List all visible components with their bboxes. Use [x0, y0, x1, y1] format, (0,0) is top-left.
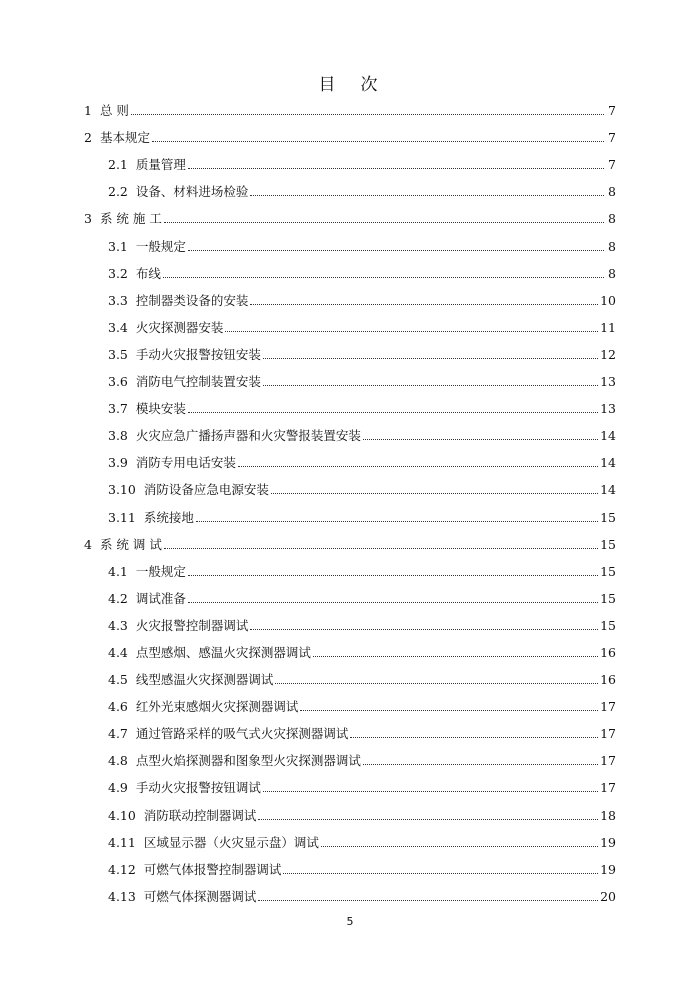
toc-entry-title: 消防联动控制器调试 [143, 807, 257, 823]
dot-leader [188, 168, 604, 169]
toc-entry-title: 区域显示器（火灾显示盘）调试 [143, 834, 319, 850]
toc-entry-number: 3.2 [108, 265, 128, 281]
toc-entry-title: 调试准备 [135, 590, 186, 606]
toc-entry-label [108, 645, 311, 661]
toc-entry-label [108, 753, 361, 769]
toc-entry-title: 基本规定 [99, 130, 150, 146]
toc-entry-page: 14 [600, 428, 616, 444]
toc-entry[interactable] [84, 392, 616, 419]
toc-entry-label [108, 672, 273, 688]
toc-entry-page: 13 [600, 374, 616, 390]
toc-entry-number: 4.8 [108, 753, 128, 769]
toc-entry-number: 4 [84, 536, 92, 552]
toc-entry-label [108, 266, 161, 282]
toc-entry-title: 消防专用电话安装 [135, 455, 236, 471]
toc-entry[interactable] [84, 202, 616, 229]
toc-entry-page: 7 [608, 157, 616, 173]
toc-entry-title: 系统接地 [143, 509, 194, 525]
toc-entry[interactable] [84, 880, 616, 907]
toc-entry-title: 一般规定 [135, 238, 186, 254]
toc-entry-title: 火灾探测器安装 [135, 319, 224, 335]
toc-entry-label [108, 889, 256, 905]
toc-entry-title: 一般规定 [135, 563, 186, 579]
toc-entry-page: 8 [608, 211, 616, 227]
toc-entry-title: 质量管理 [135, 157, 186, 173]
toc-entry-page: 19 [600, 834, 616, 850]
toc-entry-number: 2 [84, 130, 92, 146]
toc-entry[interactable] [84, 771, 616, 798]
dot-leader [164, 222, 604, 223]
toc-entry-label [108, 347, 261, 363]
toc-entry-number: 4.2 [108, 590, 128, 606]
toc-entry-number: 1 [84, 103, 92, 119]
toc-entry[interactable] [84, 500, 616, 527]
dot-leader [258, 819, 598, 820]
toc-entry-label [108, 780, 261, 796]
toc-entry-number: 4.6 [108, 699, 128, 715]
toc-entry-page: 17 [600, 726, 616, 742]
toc-entry-title: 系 统 施 工 [99, 211, 162, 227]
toc-entry-label [108, 618, 248, 634]
toc-entry-title: 火灾报警控制器调试 [135, 617, 249, 633]
toc-entry-title: 线型感温火灾探测器调试 [135, 672, 274, 688]
toc-entry-number: 4.7 [108, 726, 128, 742]
toc-entry[interactable] [84, 338, 616, 365]
toc-entry-title: 模块安装 [135, 401, 186, 417]
toc-entry-page: 7 [608, 130, 616, 146]
toc-entry-label [84, 537, 162, 553]
toc-entry-number: 3.6 [108, 374, 128, 390]
toc-entry-title: 设备、材料进场检验 [135, 184, 249, 200]
toc-entry-title: 火灾应急广播扬声器和火灾警报装置安装 [135, 428, 361, 444]
toc-entry-label [108, 591, 186, 607]
toc-entry[interactable] [84, 528, 616, 555]
toc-entry-title: 手动火灾报警按钮安装 [135, 346, 261, 362]
dot-leader [152, 141, 604, 142]
dot-leader [300, 710, 598, 711]
dot-leader [131, 114, 604, 115]
toc-entry-title: 手动火灾报警按钮调试 [135, 780, 261, 796]
dot-leader [188, 602, 598, 603]
toc-entry-number: 3.8 [108, 428, 128, 444]
toc-entry-page: 18 [600, 807, 616, 823]
toc-entry-number: 4.1 [108, 563, 128, 579]
toc-entry-number: 3.9 [108, 455, 128, 471]
toc-entry-page: 15 [600, 536, 616, 552]
toc-entry-page: 14 [600, 455, 616, 471]
toc-entry-page: 20 [600, 888, 616, 904]
toc-entry-number: 4.9 [108, 780, 128, 796]
toc-entry-title: 点型火焰探测器和图象型火灾探测器调试 [135, 753, 361, 769]
toc-entry-page: 19 [600, 861, 616, 877]
toc-entry-page: 8 [608, 265, 616, 281]
toc-entry-label [108, 184, 248, 200]
toc-entry-page: 15 [600, 590, 616, 606]
toc-entry[interactable] [84, 175, 616, 202]
toc-entry-number: 3.10 [108, 482, 136, 498]
toc-entry-number: 4.10 [108, 807, 136, 823]
toc-entry[interactable] [84, 798, 616, 825]
toc-entry-label [108, 293, 248, 309]
toc-entry-page: 8 [608, 184, 616, 200]
toc-entry[interactable] [84, 826, 616, 853]
toc-entry-page: 16 [600, 672, 616, 688]
toc-entry-page: 12 [600, 346, 616, 362]
toc-entry[interactable] [84, 717, 616, 744]
toc-entry[interactable] [84, 853, 616, 880]
toc-entry[interactable] [84, 257, 616, 284]
dot-leader [263, 385, 598, 386]
toc-entry[interactable] [84, 473, 616, 500]
toc-entry[interactable] [84, 284, 616, 311]
dot-leader [363, 439, 598, 440]
toc-entry[interactable] [84, 311, 616, 338]
dot-leader [263, 358, 598, 359]
toc-entry-page: 17 [600, 780, 616, 796]
dot-leader [250, 629, 598, 630]
dot-leader [321, 846, 598, 847]
toc-entry-label [84, 211, 162, 227]
toc-entry-page: 7 [608, 103, 616, 119]
toc-entry-label [108, 699, 298, 715]
toc-entry-page: 14 [600, 482, 616, 498]
toc-entry-title: 系 统 调 试 [99, 536, 162, 552]
toc-entry[interactable] [84, 663, 616, 690]
dot-leader [283, 873, 598, 874]
dot-leader [238, 466, 598, 467]
toc-entry-label [84, 130, 150, 146]
toc-entry[interactable] [84, 94, 616, 121]
toc-entry-title: 消防设备应急电源安装 [143, 482, 269, 498]
toc-entry-label [108, 726, 348, 742]
toc-entry-number: 3.4 [108, 319, 128, 335]
toc-entry-number: 2.1 [108, 157, 128, 173]
dot-leader [250, 304, 598, 305]
dot-leader [225, 331, 598, 332]
toc-entry-title: 总 则 [99, 103, 129, 119]
toc-entry-title: 可燃气体报警控制器调试 [143, 861, 282, 877]
toc-entry-label [108, 374, 261, 390]
toc-entry-label [108, 157, 186, 173]
toc-entry[interactable] [84, 229, 616, 256]
toc-entry-label [108, 401, 186, 417]
toc-entry-title: 控制器类设备的安装 [135, 292, 249, 308]
toc-entry-number: 4.3 [108, 617, 128, 633]
dot-leader [275, 683, 598, 684]
toc-entry-page: 16 [600, 644, 616, 660]
toc-entry-number: 3 [84, 211, 92, 227]
toc-entry[interactable] [84, 419, 616, 446]
toc-entry-number: 4.11 [108, 834, 136, 850]
toc-entry-title: 布线 [135, 265, 161, 281]
toc-entry-page: 10 [600, 292, 616, 308]
toc-entry-title: 消防电气控制装置安装 [135, 374, 261, 390]
toc-entry[interactable] [84, 582, 616, 609]
toc-entry-label [84, 103, 129, 119]
toc-entry-number: 3.3 [108, 292, 128, 308]
toc-entry-number: 3.1 [108, 238, 128, 254]
dot-leader [188, 250, 604, 251]
toc-entry-page: 13 [600, 401, 616, 417]
toc-entry-label [108, 510, 194, 526]
toc-entry-page: 15 [600, 617, 616, 633]
toc-entry-page: 8 [608, 238, 616, 254]
toc-entry-number: 3.11 [108, 509, 136, 525]
toc-entry[interactable] [84, 555, 616, 582]
toc-entry-page: 11 [600, 319, 616, 335]
toc-entry-title: 可燃气体探测器调试 [143, 888, 257, 904]
toc-entry-number: 4.4 [108, 644, 128, 660]
dot-leader [258, 900, 598, 901]
toc-entry-title: 红外光束感烟火灾探测器调试 [135, 699, 299, 715]
dot-leader [196, 521, 598, 522]
dot-leader [363, 764, 598, 765]
dot-leader [250, 195, 604, 196]
page-title: 目 次 [318, 75, 382, 95]
dot-leader [164, 548, 598, 549]
toc-entry[interactable] [84, 148, 616, 175]
toc-entry[interactable] [84, 121, 616, 148]
toc-entry-label [108, 428, 361, 444]
toc-entry[interactable] [84, 744, 616, 771]
toc-entry-page: 17 [600, 753, 616, 769]
toc-entry-label [108, 808, 256, 824]
dot-leader [163, 277, 604, 278]
toc-entry-label [108, 482, 269, 498]
toc-entry-page: 15 [600, 509, 616, 525]
dot-leader [350, 737, 598, 738]
toc-entry-title: 通过管路采样的吸气式火灾探测器调试 [135, 726, 349, 742]
dot-leader [313, 656, 598, 657]
toc-entry-label [108, 564, 186, 580]
toc-entry-number: 4.13 [108, 888, 136, 904]
toc-entry[interactable] [84, 446, 616, 473]
toc-entry[interactable] [84, 636, 616, 663]
page-number: 5 [346, 915, 354, 928]
toc-entry-number: 4.5 [108, 672, 128, 688]
toc-entry-number: 4.12 [108, 861, 136, 877]
toc-entry-title: 点型感烟、感温火灾探测器调试 [135, 644, 311, 660]
toc-entry-label [108, 320, 223, 336]
toc-entry[interactable] [84, 690, 616, 717]
toc-entry-number: 3.7 [108, 401, 128, 417]
toc-entry[interactable] [84, 609, 616, 636]
toc-entry-label [108, 455, 236, 471]
table-of-contents [84, 94, 616, 907]
toc-entry-number: 2.2 [108, 184, 128, 200]
toc-entry-label [108, 835, 319, 851]
dot-leader [188, 412, 598, 413]
dot-leader [263, 791, 598, 792]
toc-entry-number: 3.5 [108, 346, 128, 362]
toc-entry-page: 15 [600, 563, 616, 579]
toc-entry-page: 17 [600, 699, 616, 715]
toc-entry-label [108, 862, 281, 878]
toc-entry[interactable] [84, 365, 616, 392]
dot-leader [188, 575, 598, 576]
dot-leader [271, 493, 598, 494]
toc-entry-label [108, 239, 186, 255]
